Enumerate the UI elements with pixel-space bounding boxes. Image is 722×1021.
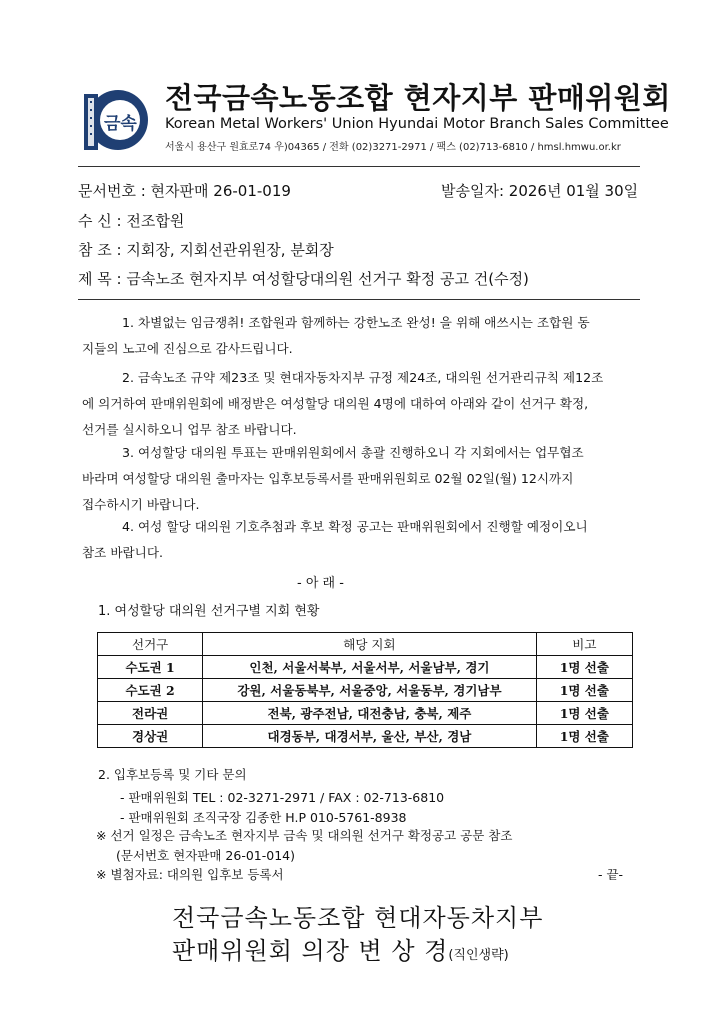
table-row xyxy=(98,656,633,679)
recipient-label: 수 신 : xyxy=(78,212,122,230)
subject-line xyxy=(78,268,529,289)
org-name-korean: 전국금속노동조합 현자지부 판매위원회 xyxy=(165,81,671,115)
union-logo xyxy=(80,84,152,156)
branches-cell: 인천, 서울서북부, 서울서부, 서울남부, 경기 xyxy=(203,656,536,679)
reference-label: 참 조 : xyxy=(78,241,122,259)
paragraph-2-line-1: 2. 금속노조 규약 제23조 및 현대자동차지부 규정 제24조, 대의원 선거관리규칙 제12조 xyxy=(122,370,604,385)
schedule-note-doc-ref: (문서번호 현자판매 26-01-014) xyxy=(116,848,295,863)
paragraph-1 xyxy=(82,310,642,362)
contact-phone-fax: - 판매위원회 TEL : 02-3271-2971 / FAX : 02-713-6810 xyxy=(120,790,445,805)
reference-value: 지회장, 지회선관위원장, 분회장 xyxy=(121,241,334,259)
logo-text: 금속 xyxy=(104,114,137,134)
attachment-note: ※ 별첨자료: 대의원 입후보 등록서 xyxy=(96,867,284,882)
header-remarks: 비고 xyxy=(536,633,632,656)
section-1-title: 1. 여성할당 대의원 선거구별 지회 현황 xyxy=(98,604,320,619)
org-name-english: Korean Metal Workers' Union Hyundai Motor Branch Sales Committee xyxy=(165,116,669,132)
paragraph-2 xyxy=(82,365,642,443)
meta-divider xyxy=(78,299,640,300)
following-marker: - 아 래 - xyxy=(297,576,344,591)
district-cell: 경상권 xyxy=(98,725,203,748)
send-date: 발송일자: 2026년 01월 30일 xyxy=(441,182,639,200)
paragraph-1-line-2: 지들의 노고에 진심으로 감사드립니다. xyxy=(82,341,293,356)
table-row xyxy=(98,725,633,748)
paragraph-2-line-2: 에 의거하여 판매위원회에 배정받은 여성할당 대의원 4명에 대하여 아래와 같이 선거구 확정, xyxy=(82,396,589,411)
contact-organizer: - 판매위원회 조직국장 김종한 H.P 010-5761-8938 xyxy=(120,810,407,825)
paragraph-3-line-2: 바라며 여성할당 대의원 출마자는 입후보등록서를 판매위원회로 02월 02일(월) 12시까지 xyxy=(82,471,574,486)
subject-label: 제 목 : xyxy=(78,270,122,288)
subject-value: 금속노조 현자지부 여성할당대의원 선거구 확정 공고 건(수정) xyxy=(121,270,529,288)
header-divider xyxy=(78,166,640,167)
remarks-cell: 1명 선출 xyxy=(536,679,632,702)
paragraph-3-line-3: 접수하시기 바랍니다. xyxy=(82,497,200,512)
district-cell: 수도권 1 xyxy=(98,656,203,679)
org-address-line: 서울시 용산구 원효로74 우)04365 / 전화 (02)3271-2971 / 팩스 (02)713-6810 / hmsl.hmwu.or.kr xyxy=(165,142,621,153)
district-cell: 수도권 2 xyxy=(98,679,203,702)
branches-cell: 전북, 광주전남, 대전충남, 충북, 제주 xyxy=(203,702,536,725)
table-row xyxy=(98,702,633,725)
remarks-cell: 1명 선출 xyxy=(536,725,632,748)
remarks-cell: 1명 선출 xyxy=(536,656,632,679)
seal-omitted: (직인생략) xyxy=(448,948,509,963)
paragraph-1-line-1: 1. 차별없는 임금쟁취! 조합원과 함께하는 강한노조 완성! 을 위해 애쓰시는 조합원 동 xyxy=(122,315,590,330)
paragraph-2-line-3: 선거를 실시하오니 업무 참조 바랍니다. xyxy=(82,422,297,437)
header-branches: 해당 지회 xyxy=(203,633,536,656)
recipient-line xyxy=(78,210,184,231)
signature-chair xyxy=(172,931,509,966)
district-cell: 전라권 xyxy=(98,702,203,725)
district-table xyxy=(97,632,633,748)
table-row xyxy=(98,679,633,702)
paragraph-4-line-2: 참조 바랍니다. xyxy=(82,545,163,560)
branches-cell: 강원, 서울동북부, 서울중앙, 서울동부, 경기남부 xyxy=(203,679,536,702)
recipient-value: 전조합원 xyxy=(121,212,185,230)
remarks-cell: 1명 선출 xyxy=(536,702,632,725)
paragraph-4 xyxy=(82,514,642,566)
schedule-note: ※ 선거 일정은 금속노조 현자지부 금속 및 대의원 선거구 확정공고 공문 참조 xyxy=(96,828,513,843)
table-header-row xyxy=(98,633,633,656)
reference-line xyxy=(78,239,334,260)
end-marker: - 끝- xyxy=(598,867,624,882)
section-2-title: 2. 입후보등록 및 기타 문의 xyxy=(98,767,247,782)
signature-org: 전국금속노동조합 현대자동차지부 xyxy=(172,904,544,932)
paragraph-3-line-1: 3. 여성할당 대의원 투표는 판매위원회에서 총괄 진행하오니 각 지회에서는 업무협조 xyxy=(122,445,584,460)
document-number: 문서번호 : 현자판매 26-01-019 xyxy=(78,182,291,200)
paragraph-3 xyxy=(82,440,642,518)
paragraph-4-line-1: 4. 여성 할당 대의원 기호추첨과 후보 확정 공고는 판매위원회에서 진행할 예정이오니 xyxy=(122,519,588,534)
signature-chair-name: 판매위원회 의장 변 상 경 xyxy=(172,937,449,965)
header-district: 선거구 xyxy=(98,633,203,656)
branches-cell: 대경동부, 대경서부, 울산, 부산, 경남 xyxy=(203,725,536,748)
